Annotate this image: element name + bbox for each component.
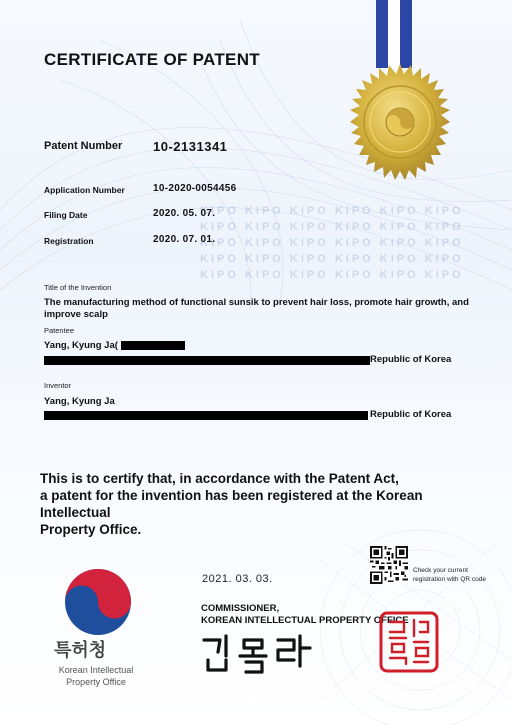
watermark-text: KIPO KIPO KIPO KIPO KIPO KIPO <box>200 269 464 281</box>
registration-date-value: 2020. 07. 01. <box>153 234 216 245</box>
patent-number-label: Patent Number <box>44 140 123 152</box>
commissioner-line: KOREAN INTELLECTUAL PROPERTY OFFICE <box>201 615 409 626</box>
redaction-bar <box>44 411 368 420</box>
watermark-text: KIPO KIPO KIPO KIPO KIPO KIPO <box>200 205 464 217</box>
official-stamp <box>378 610 440 674</box>
watermark-text: KIPO KIPO KIPO KIPO KIPO KIPO <box>200 237 464 249</box>
certification-line: This is to certify that, in accordance with the Patent Act, <box>40 471 399 486</box>
qr-note <box>413 566 486 584</box>
patentee-name-suffix: ( <box>114 340 118 351</box>
watermark-text: KIPO KIPO KIPO KIPO KIPO KIPO <box>200 221 464 233</box>
inventor-label: Inventor <box>44 381 72 390</box>
certification-line: a patent for the invention has been registered at the Korean Intellectual <box>40 488 423 520</box>
org-name-line: Property Office <box>66 677 126 687</box>
qr-note-line: Check your current <box>413 567 468 574</box>
inventor-country: Republic of Korea <box>370 409 452 420</box>
ribbon-stripe <box>376 0 388 68</box>
patentee-name <box>44 340 118 351</box>
application-number-label: Application Number <box>44 185 125 195</box>
qr-note-line: registration with QR code <box>413 576 486 583</box>
patent-number-value: 10-2131341 <box>153 139 228 154</box>
ribbon-stripe <box>388 0 400 68</box>
certification-line: Property Office. <box>40 522 142 537</box>
kipo-logo <box>62 566 134 638</box>
ribbon-stripe <box>400 0 412 68</box>
invention-title: The manufacturing method of functional sunsik to prevent hair loss, promote hair growth, and improve scalp <box>44 297 469 320</box>
registration-date-label: Registration <box>44 236 94 246</box>
inventor-name: Yang, Kyung Ja <box>44 396 115 407</box>
patentee-name-text: Yang, Kyung Ja <box>44 340 115 351</box>
document-title: CERTIFICATE OF PATENT <box>44 50 260 69</box>
filing-date-value: 2020. 05. 07. <box>153 208 216 219</box>
patentee-country: Republic of Korea <box>370 354 452 365</box>
qr-code[interactable] <box>370 546 408 584</box>
application-number-value: 10-2020-0054456 <box>153 183 237 194</box>
patentee-label: Patentee <box>44 326 75 335</box>
redaction-bar <box>121 341 185 350</box>
commissioner-signature <box>200 630 320 678</box>
org-english-name <box>40 664 152 688</box>
gold-seal <box>340 62 460 182</box>
watermark-text: KIPO KIPO KIPO KIPO KIPO KIPO <box>200 253 464 265</box>
org-korean-name: 특허청 <box>54 640 107 661</box>
issue-date: 2021. 03. 03. <box>202 573 273 585</box>
org-name-line: Korean Intellectual <box>58 665 134 675</box>
redaction-bar <box>44 356 370 365</box>
invention-title-label: Title of the Invention <box>44 283 112 292</box>
commissioner-line: COMMISSIONER, <box>201 603 280 614</box>
certification-statement <box>40 470 480 538</box>
filing-date-label: Filing Date <box>44 210 88 220</box>
